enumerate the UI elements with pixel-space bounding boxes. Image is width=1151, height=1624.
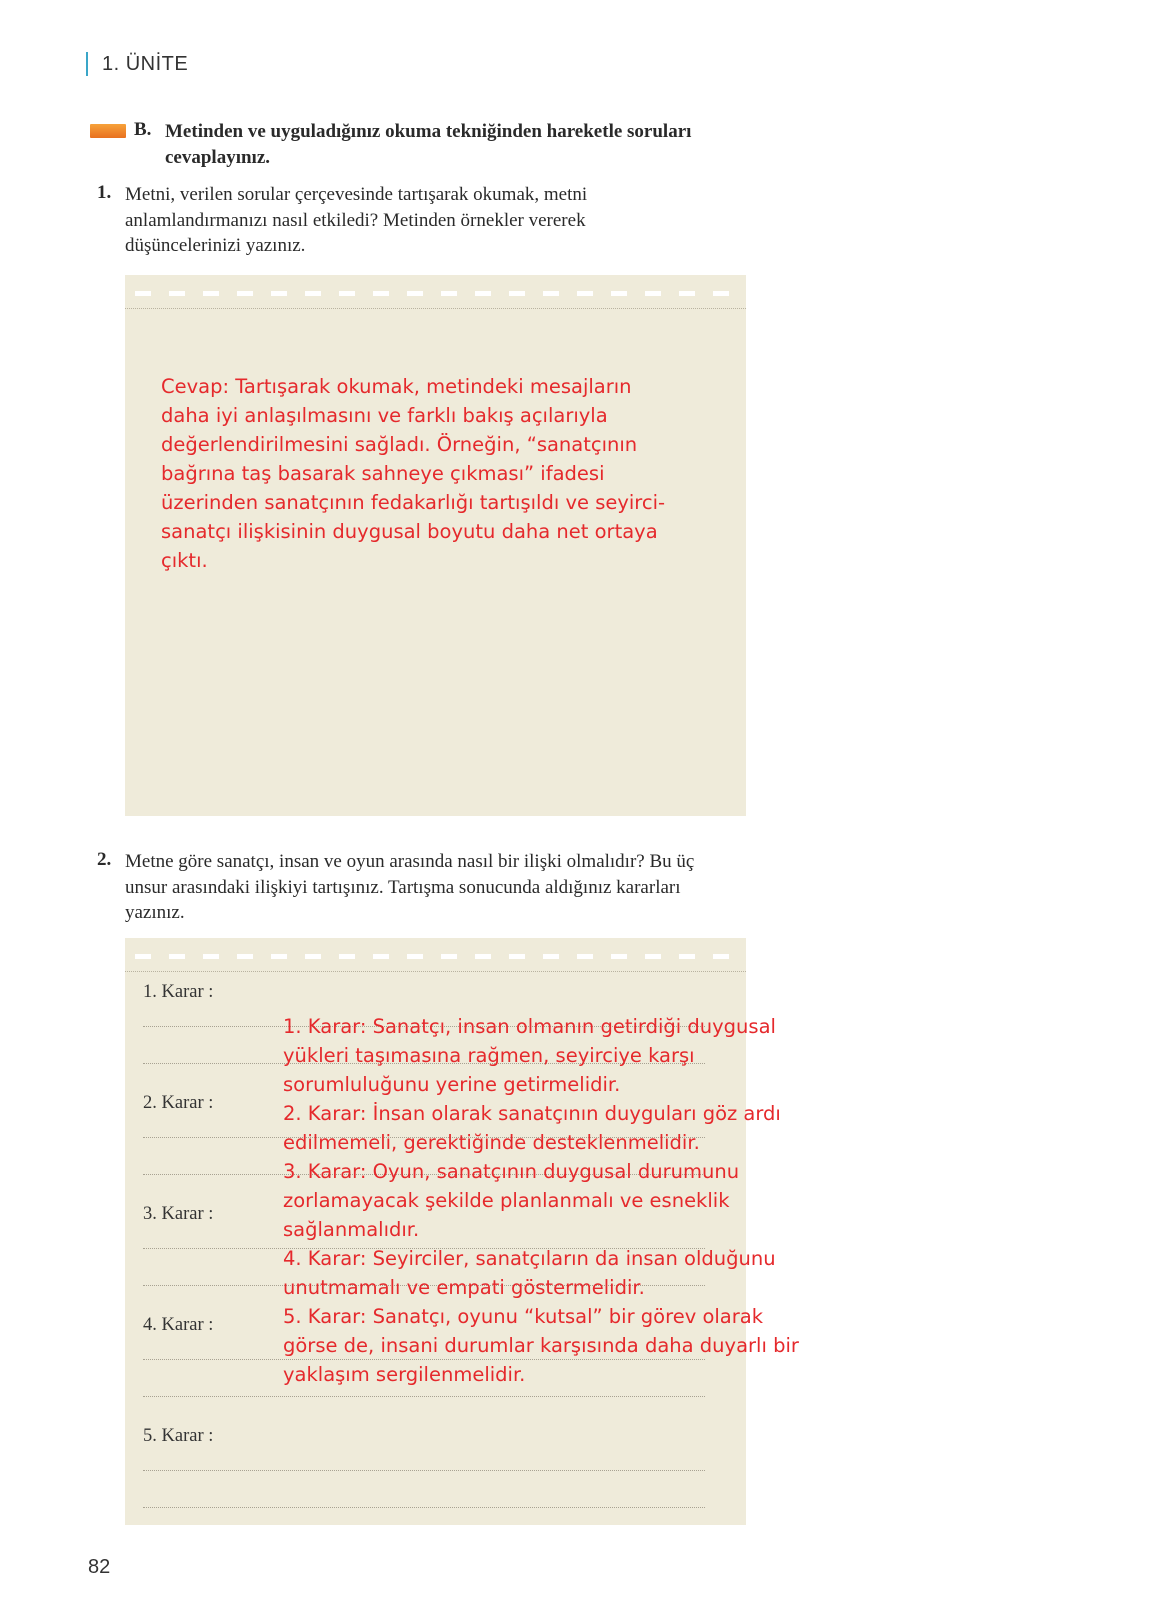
answer-1-line: sanatçı ilişkisinin duygusal boyutu daha net ortaya xyxy=(161,520,658,543)
answer-box-1[interactable] xyxy=(125,275,746,816)
section-marker-icon xyxy=(90,124,126,138)
answer-1-line: daha iyi anlaşılmasını ve farklı bakış açılarıyla xyxy=(161,404,608,427)
section-letter: B. xyxy=(134,119,152,140)
answer-2-line: 5. Karar: Sanatçı, oyunu “kutsal” bir görev olarak xyxy=(283,1305,763,1328)
answer-2-line: sorumluluğunu yerine getirmelidir. xyxy=(283,1073,621,1096)
unit-header-bar xyxy=(86,52,88,76)
answer-box-1-dotted-line xyxy=(125,308,746,309)
answer-2-line: yükleri taşımasına rağmen, seyirciye karşı xyxy=(283,1044,695,1067)
answer-box-1-dashes xyxy=(135,291,736,296)
answer-2-line: 1. Karar: Sanatçı, insan olmanın getirdiği duygusal xyxy=(283,1015,776,1038)
answer-1-line: Cevap: Tartışarak okumak, metindeki mesajların xyxy=(161,375,632,398)
question-1-text: Metni, verilen sorular çerçevesinde tartışarak okumak, metni anlamlandırmanızı nasıl etkiledi? Metinden örnekler vererek düşüncelerinizi yazınız. xyxy=(125,184,588,256)
karar-line xyxy=(143,1470,705,1471)
answer-2-line: yaklaşım sergilenmelidir. xyxy=(283,1363,526,1386)
karar-label-4: 4. Karar : xyxy=(143,1315,214,1335)
answer-2-line: görse de, insani durumlar karşısında daha duyarlı bir xyxy=(283,1334,799,1357)
karar-label-3: 3. Karar : xyxy=(143,1204,214,1224)
karar-line xyxy=(143,1507,705,1508)
answer-box-2-dashes xyxy=(135,954,736,959)
karar-label-1: 1. Karar : xyxy=(143,982,214,1002)
answer-2-line: zorlamayacak şekilde planlanmalı ve esneklik xyxy=(283,1189,730,1212)
answer-1-line: değerlendirilmesini sağladı. Örneğin, “sanatçının xyxy=(161,433,638,456)
section-heading: Metinden ve uyguladığınız okuma tekniğinden hareketle soruları cevaplayınız. xyxy=(165,121,692,168)
page-number: 82 xyxy=(88,1556,111,1578)
answer-2-line: edilmemeli, gerektiğinde desteklenmelidir. xyxy=(283,1131,700,1154)
karar-label-5: 5. Karar : xyxy=(143,1426,214,1446)
karar-label-2: 2. Karar : xyxy=(143,1093,214,1113)
unit-title: 1. ÜNİTE xyxy=(102,52,189,75)
answer-2-line: sağlanmalıdır. xyxy=(283,1218,420,1241)
answer-1-line: bağrına taş basarak sahneye çıkması” ifadesi xyxy=(161,462,605,485)
answer-1-text xyxy=(161,372,665,575)
answer-box-2-dotted-line xyxy=(125,971,746,972)
question-1-number: 1. xyxy=(97,182,112,203)
answer-2-text xyxy=(283,1012,799,1389)
answer-1-line: çıktı. xyxy=(161,549,208,572)
karar-line xyxy=(143,1396,705,1397)
answer-1-line: üzerinden sanatçının fedakarlığı tartışıldı ve seyirci- xyxy=(161,491,666,514)
answer-2-line: 3. Karar: Oyun, sanatçının duygusal durumunu xyxy=(283,1160,740,1183)
unit-header xyxy=(86,50,188,78)
question-2-text: Metne göre sanatçı, insan ve oyun arasında nasıl bir ilişki olmalıdır? Bu üç unsur arasındaki ilişkiyi tartışınız. Tartışma sonucunda aldığınız kararları yazınız. xyxy=(125,851,695,923)
answer-2-line: 2. Karar: İnsan olarak sanatçının duyguları göz ardı xyxy=(283,1102,781,1125)
answer-2-line: 4. Karar: Seyirciler, sanatçıların da insan olduğunu xyxy=(283,1247,776,1270)
answer-2-line: unutmamalı ve empati göstermelidir. xyxy=(283,1276,645,1299)
question-2-number: 2. xyxy=(97,849,112,870)
